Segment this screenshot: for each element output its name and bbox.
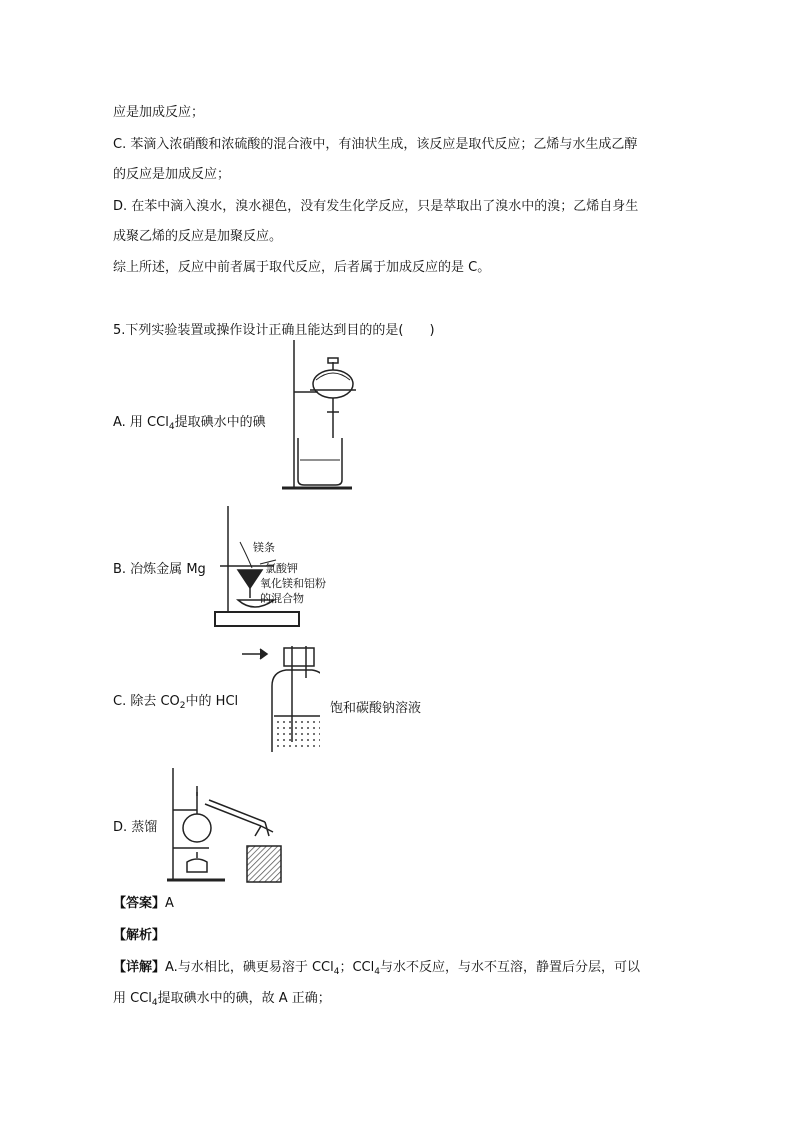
detail-sub: 4 bbox=[374, 967, 380, 977]
detail-line-2 bbox=[113, 989, 331, 1013]
answer-value: A bbox=[165, 896, 174, 911]
detail-label: 【详解】 bbox=[113, 960, 166, 975]
detail-line-1 bbox=[113, 958, 640, 982]
option-d: D. 蒸馏 bbox=[113, 820, 158, 835]
option-c bbox=[113, 690, 238, 711]
text-line: 成聚乙烯的反应是加聚反应。 bbox=[113, 229, 283, 244]
distillation-figure bbox=[165, 766, 290, 886]
option-b: B. 冶炼金属 Mg bbox=[113, 562, 206, 577]
detail-sub: 4 bbox=[333, 967, 340, 977]
label-na2co3: 饱和碳酸钠溶液 bbox=[330, 701, 422, 716]
gas-washing-bottle-figure bbox=[240, 642, 320, 752]
detail-text: ；CCl bbox=[339, 960, 375, 975]
option-c-prefix: C. 除去 CO bbox=[113, 694, 180, 709]
text-line: D. 在苯中滴入溴水，溴水褪色，没有发生化学反应，只是萃取出了溴水中的溴；乙烯自身生 bbox=[113, 199, 639, 214]
detail-text: 提取碘水中的碘，故 A 正确； bbox=[157, 991, 331, 1006]
label-mg-strip: 镁条 bbox=[253, 541, 275, 554]
label-kclo3: 氯酸钾 bbox=[265, 562, 298, 575]
option-a-suffix: 提取碘水中的碘 bbox=[174, 415, 266, 430]
option-c-suffix: 中的 HCl bbox=[185, 694, 239, 709]
detail-text: 与水不反应，与水不互溶，静置后分层，可以 bbox=[379, 960, 640, 975]
option-a-prefix: A. 用 CCl bbox=[113, 415, 169, 430]
text-line: 应是加成反应； bbox=[113, 105, 205, 120]
label-mixture-1: 氧化镁和铝粉 bbox=[260, 577, 326, 590]
answer-label: 【答案】 bbox=[113, 896, 166, 911]
detail-text: 用 CCl bbox=[113, 991, 152, 1006]
answer-line bbox=[113, 894, 174, 914]
detail-text: A.与水相比，碘更易溶于 CCl bbox=[165, 960, 334, 975]
text-line: C. 苯滴入浓硝酸和浓硫酸的混合液中，有油状生成，该反应是取代反应；乙烯与水生成乙醇 bbox=[113, 137, 638, 152]
analysis-label: 【解析】 bbox=[113, 928, 166, 943]
option-c-sub: 2 bbox=[179, 701, 186, 711]
separatory-funnel-figure bbox=[280, 330, 360, 490]
label-mixture-2: 的混合物 bbox=[260, 592, 304, 605]
option-a bbox=[113, 411, 266, 432]
text-line: 的反应是加成反应； bbox=[113, 167, 231, 182]
detail-sub: 4 bbox=[151, 998, 158, 1008]
option-a-sub: 4 bbox=[168, 422, 175, 432]
question-stem: 5.下列实验装置或操作设计正确且能达到目的的是( ) bbox=[113, 323, 435, 338]
text-line: 综上所述，反应中前者属于取代反应，后者属于加成反应的是 C。 bbox=[113, 260, 491, 275]
